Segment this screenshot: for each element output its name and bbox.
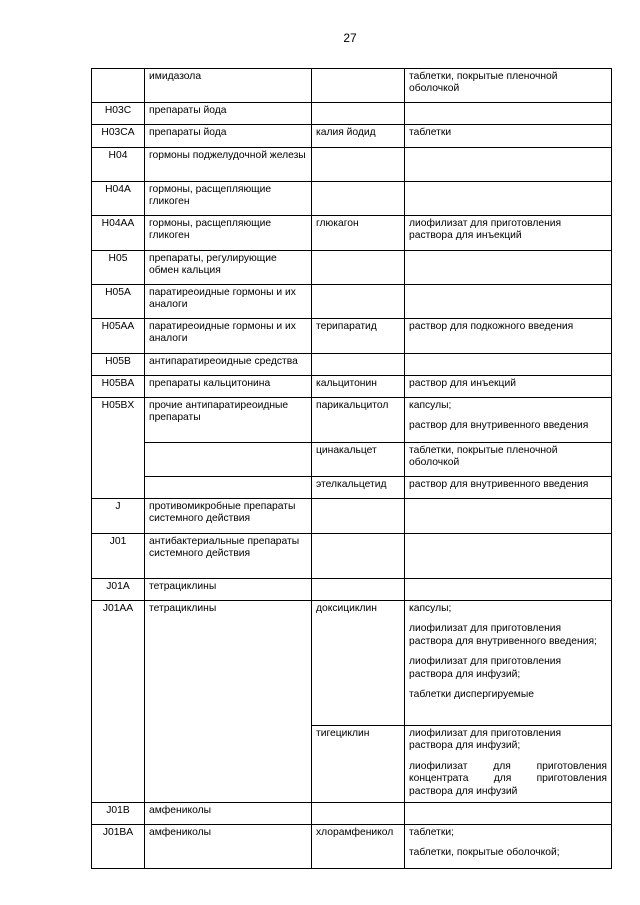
- table-row: [92, 601, 612, 726]
- atc-code: J01B: [92, 803, 145, 825]
- drug-name: доксициклин: [312, 601, 405, 726]
- dosage-form: [405, 443, 612, 477]
- dosage-form-item: раствор для внутривенного введения: [409, 420, 589, 432]
- drug-name: тигециклин: [312, 726, 405, 803]
- dosage-form: [405, 534, 612, 579]
- table-row: [92, 443, 612, 477]
- table-row: [92, 103, 612, 125]
- drug-name: [312, 803, 405, 825]
- table-row: [92, 803, 612, 825]
- page-number: 27: [343, 31, 357, 45]
- dosage-form: [405, 285, 612, 319]
- table-row: [92, 125, 612, 148]
- atc-code: H04AA: [92, 216, 145, 251]
- group-name: паратиреоидные гормоны и их аналоги: [145, 319, 312, 354]
- drug-table: [91, 68, 612, 869]
- table-row: [92, 216, 612, 251]
- drug-name: [312, 182, 405, 216]
- dosage-form-item: лиофилизат для приготовления раствора для инфузий;: [409, 728, 562, 752]
- table-row: [92, 354, 612, 376]
- dosage-form: [405, 251, 612, 285]
- atc-code: J01A: [92, 579, 145, 601]
- drug-name: [312, 285, 405, 319]
- dosage-form-item: раствор для подкожного введения: [409, 321, 574, 332]
- dosage-form: [405, 354, 612, 376]
- dosage-form: [405, 579, 612, 601]
- table-row: [92, 477, 612, 499]
- table-row: [92, 319, 612, 354]
- atc-code: [92, 69, 145, 103]
- dosage-form: [405, 726, 612, 803]
- group-name: паратиреоидные гормоны и их аналоги: [145, 285, 312, 319]
- dosage-form-item: [409, 761, 607, 798]
- dosage-form: [405, 319, 612, 354]
- drug-name: калия йодид: [312, 125, 405, 148]
- table-row: [92, 534, 612, 579]
- atc-code: H04: [92, 148, 145, 182]
- drug-name: [312, 103, 405, 125]
- dosage-form-item: лиофилизат для приготовления раствора для внутривенного введения;: [409, 623, 597, 647]
- group-name: препараты кальцитонина: [145, 376, 312, 398]
- drug-name: [312, 499, 405, 534]
- dosage-form: [405, 803, 612, 825]
- dosage-form-item: таблетки, покрытые пленочной оболочкой: [409, 445, 558, 469]
- dosage-form: [405, 477, 612, 499]
- drug-name: терипаратид: [312, 319, 405, 354]
- dosage-form: [405, 148, 612, 182]
- drug-name: [312, 534, 405, 579]
- dosage-form: [405, 103, 612, 125]
- group-name: препараты йода: [145, 125, 312, 148]
- group-name: препараты йода: [145, 103, 312, 125]
- dosage-form-item: таблетки: [409, 127, 452, 138]
- table-row: [92, 398, 612, 443]
- atc-code: H05: [92, 251, 145, 285]
- group-name: противомикробные препараты системного действия: [145, 499, 312, 534]
- drug-name: хлорамфеникол: [312, 825, 405, 869]
- group-name: гормоны, расщепляющие гликоген: [145, 182, 312, 216]
- dosage-form-item: капсулы;: [409, 400, 452, 411]
- group-name: гормоны, расщепляющие гликоген: [145, 216, 312, 251]
- dosage-form: [405, 398, 612, 443]
- table-row: [92, 376, 612, 398]
- atc-code: J01: [92, 534, 145, 579]
- table-row: [92, 69, 612, 103]
- drug-name: этелкальцетид: [312, 477, 405, 499]
- atc-code: H05BA: [92, 376, 145, 398]
- dosage-form-item: лиофилизат для приготовления раствора для инъекций: [409, 218, 562, 242]
- dosage-form: [405, 182, 612, 216]
- dosage-form-item: таблетки, покрытые пленочной оболочкой: [409, 71, 558, 95]
- atc-code: J01AA: [92, 601, 145, 803]
- atc-code: H05A: [92, 285, 145, 319]
- group-name: антипаратиреоидные средства: [145, 354, 312, 376]
- group-name: [145, 443, 312, 477]
- dosage-form-item: таблетки, покрытые оболочкой;: [409, 847, 560, 859]
- group-name: антибактериальные препараты системного действия: [145, 534, 312, 579]
- dosage-form: [405, 499, 612, 534]
- atc-code: H05B: [92, 354, 145, 376]
- table-row: [92, 285, 612, 319]
- drug-name: кальцитонин: [312, 376, 405, 398]
- atc-code: J01BA: [92, 825, 145, 869]
- dosage-form: [405, 69, 612, 103]
- dosage-form-item: капсулы;: [409, 603, 452, 614]
- dosage-form-item: таблетки;: [409, 827, 454, 839]
- table-row: [92, 148, 612, 182]
- drug-name: [312, 251, 405, 285]
- table-row: [92, 251, 612, 285]
- atc-code: H05BX: [92, 398, 145, 499]
- dosage-form-item: лиофилизат для приготовления раствора для инфузий;: [409, 656, 562, 680]
- drug-name: цинакальцет: [312, 443, 405, 477]
- group-name: гормоны поджелудочной железы: [145, 148, 312, 182]
- group-name: препараты, регулирующие обмен кальция: [145, 251, 312, 285]
- group-name: имидазола: [145, 69, 312, 103]
- dosage-form-item: раствор для инъекций: [409, 378, 516, 389]
- dosage-form: [405, 376, 612, 398]
- table-row: [92, 182, 612, 216]
- table-row: [92, 825, 612, 869]
- drug-name: [312, 148, 405, 182]
- atc-code: H05AA: [92, 319, 145, 354]
- atc-code: H03CA: [92, 125, 145, 148]
- group-name: прочие антипаратиреоидные препараты: [145, 398, 312, 443]
- table-row: [92, 579, 612, 601]
- drug-name: глюкагон: [312, 216, 405, 251]
- atc-code: J: [92, 499, 145, 534]
- dosage-form-item: таблетки диспергируемые: [409, 689, 535, 701]
- dosage-form: [405, 825, 612, 869]
- group-name: тетрациклины: [145, 579, 312, 601]
- dosage-form: [405, 125, 612, 148]
- drug-name: парикальцитол: [312, 398, 405, 443]
- drug-name: [312, 354, 405, 376]
- table-row: [92, 499, 612, 534]
- drug-name: [312, 579, 405, 601]
- atc-code: H03C: [92, 103, 145, 125]
- dosage-form-text: лиофилизат для приготовления концентрата для приготовления раствора для инфузий: [409, 760, 607, 797]
- group-name: амфениколы: [145, 825, 312, 869]
- drug-name: [312, 69, 405, 103]
- dosage-form-item: раствор для внутривенного введения: [409, 479, 589, 490]
- dosage-form: [405, 216, 612, 251]
- group-name: тетрациклины: [145, 601, 312, 803]
- group-name: [145, 477, 312, 499]
- dosage-form: [405, 601, 612, 726]
- atc-code: H04A: [92, 182, 145, 216]
- group-name: амфениколы: [145, 803, 312, 825]
